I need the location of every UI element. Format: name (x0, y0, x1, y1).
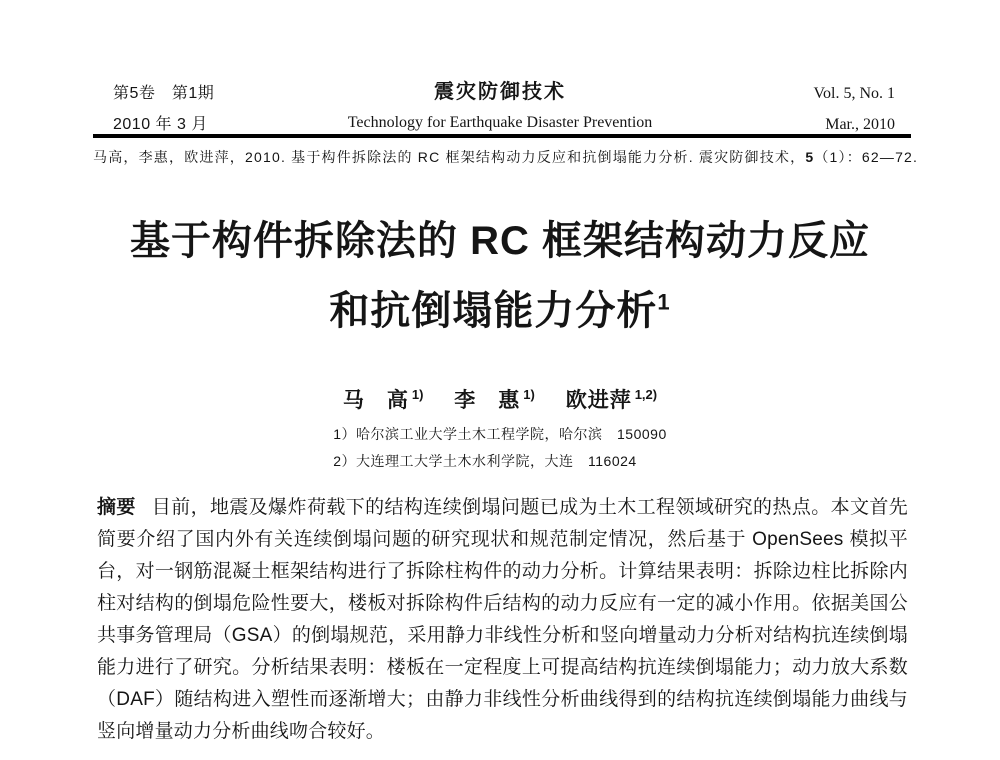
citation-pages: （1）：62—72. (814, 149, 919, 165)
affiliation-list (333, 421, 667, 475)
abstract-label: 摘要 (97, 497, 136, 518)
masthead-divider-rule (93, 134, 911, 138)
author-2-name: 李 惠 (454, 389, 521, 412)
volume-issue-cn: 第5卷 第1期 (113, 85, 215, 102)
abstract-paragraph (97, 492, 908, 748)
author-3-name: 欧进萍 (565, 389, 632, 412)
affiliation-1: 1）哈尔滨工业大学土木工程学院，哈尔滨 150090 (333, 426, 667, 442)
affiliations (0, 421, 1000, 475)
author-1-name: 马 高 (342, 389, 409, 412)
issue-date-en: Mar., 2010 (825, 116, 895, 133)
issue-date-cn: 2010 年 3 月 (113, 116, 208, 133)
author-3 (566, 389, 657, 412)
author-1 (343, 389, 424, 412)
author-3-affil-mark: 1,2) (634, 387, 658, 402)
title-footnote-mark: 1 (657, 289, 671, 315)
article-title-line2 (0, 276, 1000, 346)
masthead-right (814, 78, 896, 140)
author-line (0, 384, 1000, 414)
author-2-affil-mark: 1) (523, 387, 535, 402)
article-title-line1: 基于构件拆除法的 RC 框架结构动力反应 (130, 219, 870, 263)
article-title (0, 206, 1000, 346)
citation-text: 马高，李惠，欧进萍，2010. 基于构件拆除法的 RC 框架结构动力反应和抗倒塌能力分析. 震灾防御技术， (93, 149, 806, 165)
affiliation-2: 2）大连理工大学土木水利学院，大连 116024 (333, 453, 637, 469)
citation-line (93, 147, 919, 167)
journal-name-cn: 震灾防御技术 (434, 81, 566, 103)
abstract-text: 目前，地震及爆炸荷载下的结构连续倒塌问题已成为土木工程领域研究的热点。本文首先简要介绍了国内外有关连续倒塌问题的研究现状和规范制定情况，然后基于 OpenSees 模拟平台，对一钢筋混凝土框架结构进行了拆除柱构件的动力分析。计算结果表明：拆除边柱比拆除内柱对结构的倒塌危险性要大，楼板对拆除构件后结构的动力反应有一定的减小作用。依据美国公共事务管理局（GSA）的倒塌规范，采用静力非线性分析和竖向增量动力分析对结构抗连续倒塌能力进行了研究。分析结果表明：楼板在一定程度上可提高结构抗连续倒塌能力；动力放大系数（DAF）随结构进入塑性而逐渐增大；由静力非线性分析曲线得到的结构抗连续倒塌能力曲线与竖向增量动力分析曲线吻合较好。 (97, 497, 908, 742)
citation-volume: 5 (805, 149, 815, 165)
author-1-affil-mark: 1) (411, 387, 424, 402)
article-title-line2-text: 和抗倒塌能力分析 (329, 289, 658, 333)
volume-issue-en: Vol. 5, No. 1 (813, 85, 895, 102)
journal-name-en: Technology for Earthquake Disaster Prevention (347, 114, 653, 131)
author-2 (454, 389, 535, 412)
